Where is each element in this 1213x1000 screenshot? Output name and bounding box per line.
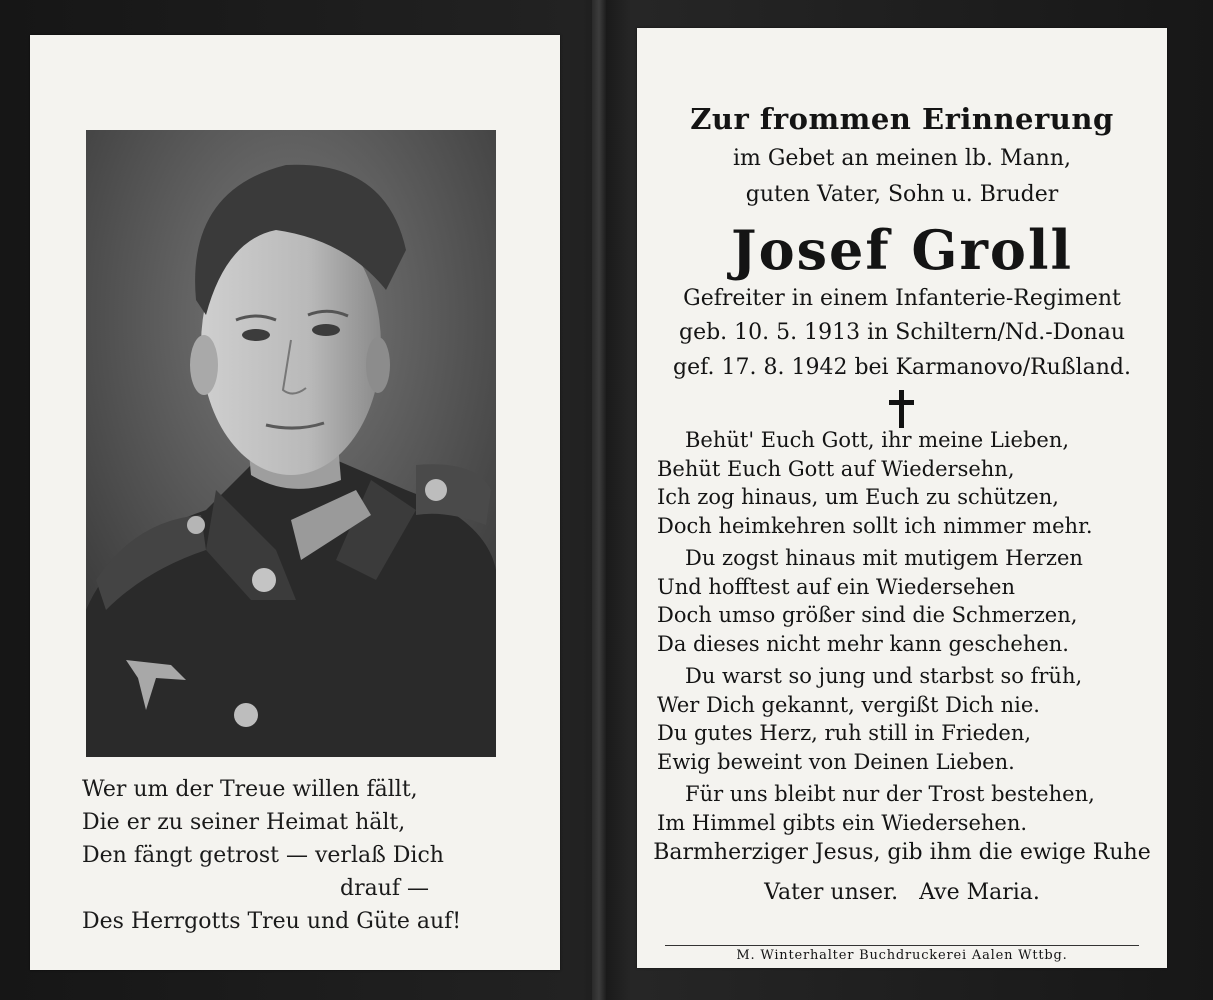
card-fold (592, 0, 606, 1000)
right-poem (657, 426, 1157, 841)
prayer-line-2: Vater unser. Ave Maria. (764, 880, 1040, 905)
poem-line: Ich zog hinaus, um Euch zu schützen, (657, 485, 1059, 509)
poem-line: Doch heimkehren sollt ich nimmer mehr. (657, 513, 1093, 538)
prayer-line-1: Barmherziger Jesus, gib ihm die ewige Ruhe (653, 840, 1151, 865)
poem-line: Wer um der Treue willen fällt, (82, 777, 418, 802)
left-poem (82, 773, 542, 938)
deceased-name: Josef Groll (731, 218, 1073, 282)
poem-line: Und hofftest auf ein Wiedersehen (657, 574, 1015, 599)
poem-line: Wer Dich gekannt, vergißt Dich nie. (657, 692, 1040, 717)
memorial-title: Zur frommen Erinnerung (690, 102, 1114, 136)
printer-divider (665, 945, 1139, 946)
printer-credit: M. Winterhalter Buchdruckerei Aalen Wttbg. (736, 948, 1068, 963)
poem-line: Die er zu seiner Heimat hält, (82, 810, 406, 835)
poem-line: Ewig beweint von Deinen Lieben. (657, 749, 1015, 774)
poem-line: drauf — (340, 876, 430, 901)
poem-line: Behüt' Euch Gott, ihr meine Lieben, (685, 428, 1070, 452)
poem-line: Für uns bleibt nur der Trost bestehen, (685, 782, 1095, 806)
left-panel (30, 35, 560, 970)
poem-line: Du gutes Herz, ruh still in Frieden, (657, 721, 1032, 745)
poem-line: Du zogst hinaus mit mutigem Herzen (685, 546, 1083, 570)
poem-line: Den fängt getrost — verlaß Dich (82, 843, 444, 868)
poem-line: Du warst so jung und starbst so früh, (685, 664, 1083, 688)
portrait-photo (86, 130, 496, 757)
rank-line: Gefreiter in einem Infanterie-Regiment (683, 286, 1121, 311)
poem-line: Behüt Euch Gott auf Wiedersehn, (657, 456, 1015, 481)
poem-line: Des Herrgotts Treu und Güte auf! (82, 909, 462, 934)
death-line: gef. 17. 8. 1942 bei Karmanovo/Rußland. (673, 355, 1131, 380)
birth-line: geb. 10. 5. 1913 in Schiltern/Nd.-Donau (678, 320, 1125, 345)
right-panel (637, 28, 1167, 968)
poem-line: Im Himmel gibts ein Wiedersehen. (657, 810, 1028, 835)
cross-icon (882, 388, 922, 430)
stanza (657, 544, 1157, 658)
stanza (657, 780, 1157, 837)
subtitle-line-2: guten Vater, Sohn u. Bruder (745, 182, 1059, 207)
stanza (657, 662, 1157, 776)
poem-line: Doch umso größer sind die Schmerzen, (657, 603, 1078, 627)
poem-line: Da dieses nicht mehr kann geschehen. (657, 631, 1069, 656)
subtitle-line-1: im Gebet an meinen lb. Mann, (732, 146, 1072, 171)
stanza (657, 426, 1157, 540)
